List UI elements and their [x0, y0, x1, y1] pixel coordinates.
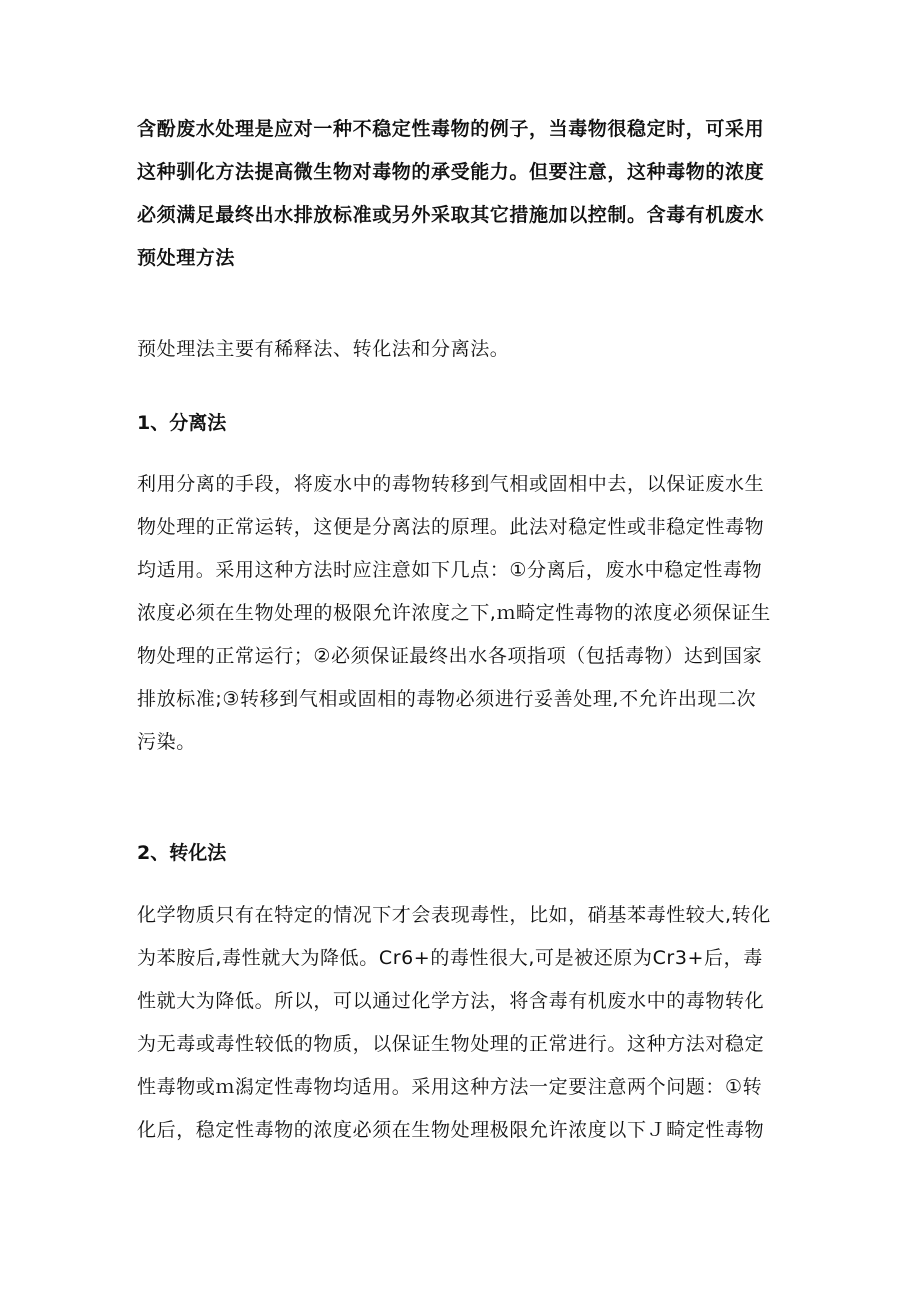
intro-line: 这种驯化方法提高微生物对毒物的承受能力。但要注意，这种毒物的浓度 — [137, 161, 765, 183]
overview-paragraph: 预处理法主要有稀释法、转化法和分离法。 — [137, 338, 510, 360]
paragraph-line: 为无毒或毒性较低的物质，以保证生物处理的正常进行。这种方法对稳定 — [137, 1033, 765, 1055]
paragraph-line: 浓度必须在生物处理的极限允许浓度之下,ｍ畸定性毒物的浓度必须保证生 — [137, 602, 771, 624]
intro-paragraph — [137, 108, 797, 280]
intro-line: 含酚废水处理是应对一种不稳定性毒物的例子，当毒物很稳定时，可采用 — [137, 118, 765, 140]
conversion-paragraph — [137, 894, 797, 1152]
separation-paragraph — [137, 463, 797, 764]
intro-line: 必须满足最终出水排放标准或另外采取其它措施加以控制。含毒有机废水 — [137, 204, 765, 226]
paragraph-line: 化学物质只有在特定的情况下才会表现毒性，比如，硝基苯毒性较大,转化 — [137, 904, 771, 926]
paragraph-line: 性就大为降低。所以，可以通过化学方法，将含毒有机废水中的毒物转化 — [137, 990, 765, 1012]
section-heading-conversion: 2、转化法 — [137, 842, 227, 864]
paragraph-line: 利用分离的手段，将废水中的毒物转移到气相或固相中去，以保证废水生 — [137, 473, 765, 495]
paragraph-line: 为苯胺后,毒性就大为降低。Cr6+的毒性很大,可是被还原为Cr3+后，毒 — [137, 947, 763, 969]
paragraph-line: 均适用。采用这种方法时应注意如下几点：①分离后，废水中稳定性毒物 — [137, 559, 763, 581]
intro-line: 预处理方法 — [137, 247, 236, 269]
paragraph-line: 污染。 — [137, 731, 196, 753]
paragraph-line: 物处理的正常运行；②必须保证最终出水各项指项（包括毒物）达到国家 — [137, 645, 763, 667]
paragraph-line: 化后，稳定性毒物的浓度必须在生物处理极限允许浓度以下Ｊ畸定性毒物 — [137, 1119, 765, 1141]
paragraph-line: 性毒物或ｍ潟定性毒物均适用。采用这种方法一定要注意两个问题：①转 — [137, 1076, 763, 1098]
paragraph-line: 物处理的正常运转，这便是分离法的原理。此法对稳定性或非稳定性毒物 — [137, 516, 765, 538]
section-heading-separation: 1、分离法 — [137, 412, 227, 434]
paragraph-line: 排放标准;③转移到气相或固相的毒物必须进行妥善处理,不允许出现二次 — [137, 688, 757, 710]
